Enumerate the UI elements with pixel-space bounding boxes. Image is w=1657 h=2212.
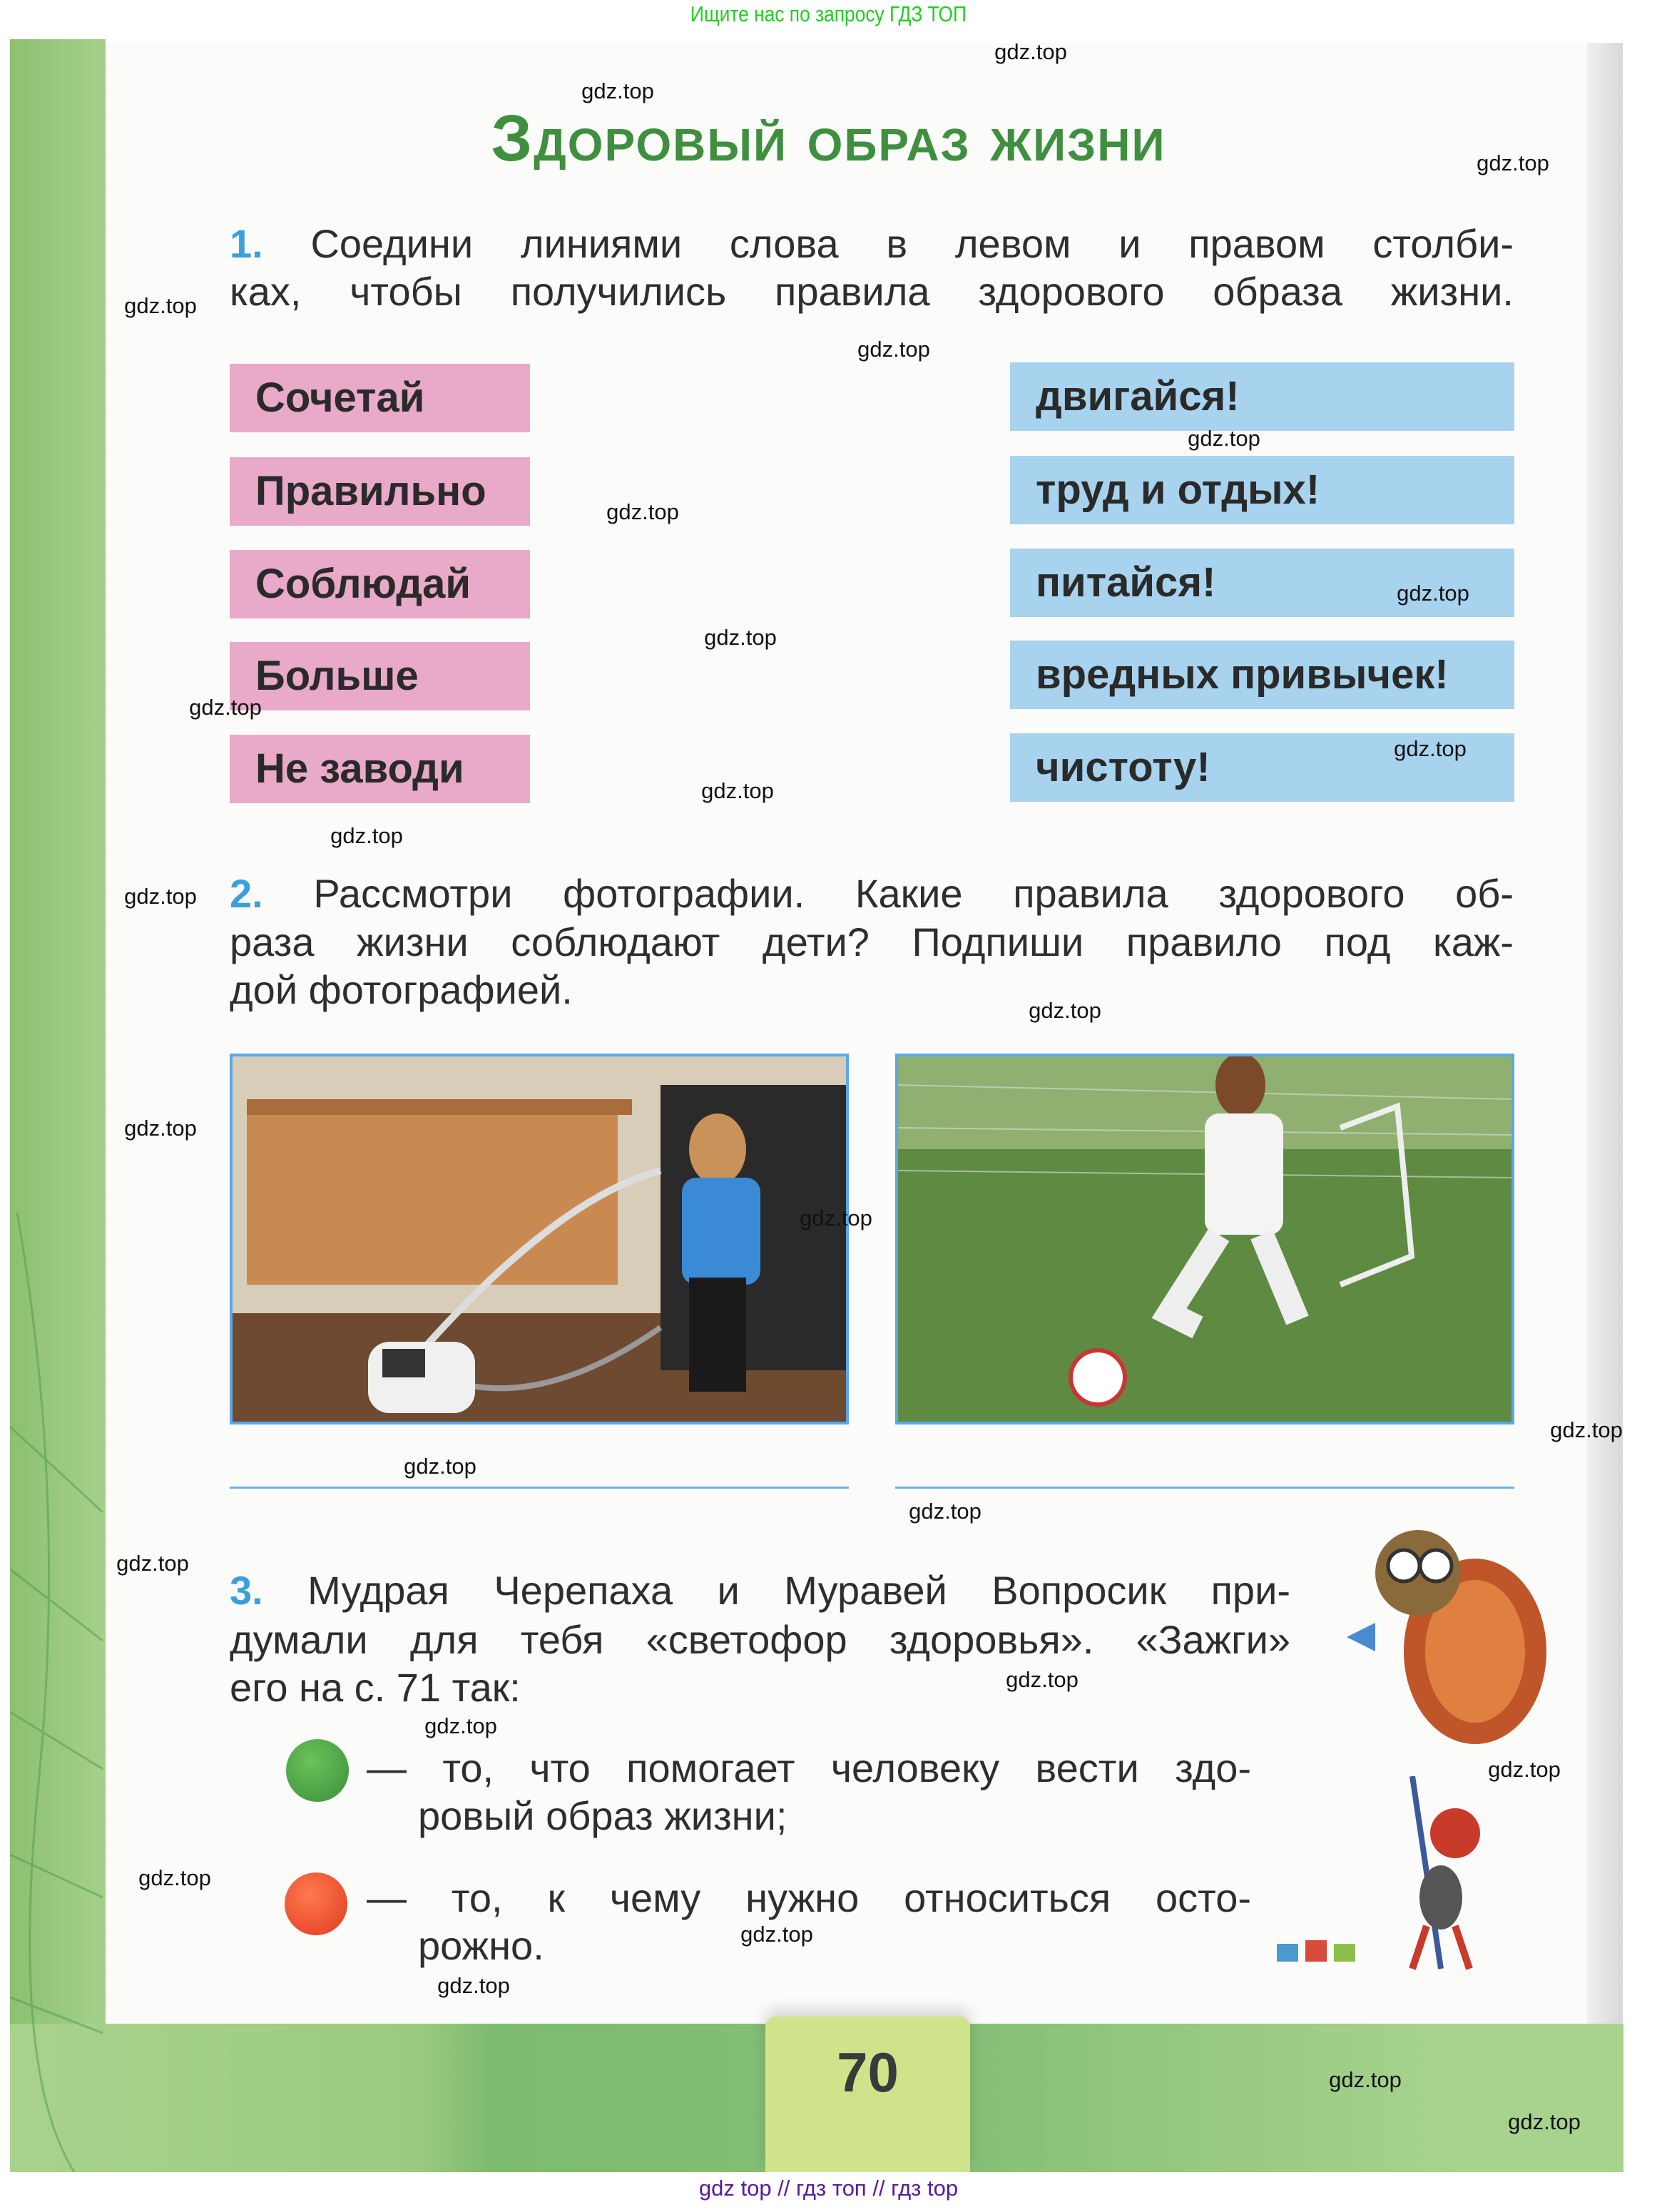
watermark: gdz.top	[740, 1922, 813, 1947]
right-word-label: чистоту!	[1036, 744, 1210, 790]
page-title-row	[0, 102, 1657, 175]
green-rule-line1: — то, что помогает человеку вести здо-	[367, 1745, 1251, 1790]
watermark: gdz.top	[124, 1116, 197, 1141]
task3-line2: думали для тебя «светофор здоровья». «Зажги»	[230, 1617, 1290, 1662]
red-light-icon	[285, 1872, 347, 1935]
task1-text: Соедини линиями слова в левом и правом столби-	[310, 221, 1514, 266]
right-word-label: питайся!	[1036, 559, 1216, 606]
task2-line3: дой фотографией.	[230, 967, 573, 1012]
answer-line-right[interactable]	[895, 1487, 1514, 1489]
watermark: gdz.top	[124, 293, 197, 318]
left-word-label: Сочетай	[255, 374, 425, 421]
watermark: gdz.top	[330, 823, 403, 848]
photo-vacuuming	[230, 1054, 849, 1424]
watermark: gdz.top	[1397, 581, 1469, 606]
answer-line-left[interactable]	[230, 1487, 849, 1489]
left-word-label: Правильно	[255, 468, 486, 514]
watermark: gdz.top	[606, 499, 679, 524]
left-word-label: Не заводи	[255, 745, 464, 792]
right-word-3[interactable]	[1010, 641, 1514, 709]
watermark: gdz.top	[1550, 1417, 1623, 1442]
task3-text: Мудрая Черепаха и Муравей Вопросик при-	[307, 1568, 1290, 1613]
watermark: gdz.top	[1488, 1757, 1561, 1782]
watermark: gdz.top	[424, 1713, 497, 1738]
left-word-1[interactable]	[230, 457, 530, 526]
watermark: gdz.top	[857, 337, 930, 362]
watermark: gdz.top	[704, 625, 777, 650]
leaf-decoration	[10, 1213, 106, 2172]
watermark: gdz.top	[1188, 426, 1260, 451]
watermark: gdz.top	[994, 39, 1067, 64]
left-word-0[interactable]	[230, 364, 530, 432]
task1-line2: ках, чтобы получились правила здорового образа жизни.	[230, 269, 1514, 314]
right-word-label: труд и отдых!	[1036, 467, 1320, 513]
left-word-label: Больше	[255, 653, 419, 699]
right-word-label: вредных привычек!	[1036, 651, 1449, 698]
watermark: gdz.top	[138, 1865, 211, 1890]
search-banner[interactable]: Ищите нас по запросу ГДЗ ТОП	[690, 1, 967, 26]
task2-line1	[230, 870, 1514, 918]
green-rule-line2: ровый образ жизни;	[418, 1793, 787, 1838]
turtle-icon	[1332, 1516, 1554, 1751]
task3-number: 3.	[230, 1568, 263, 1613]
green-light-icon	[286, 1739, 349, 1802]
task1-line1	[230, 220, 1514, 268]
left-word-label: Соблюдай	[255, 561, 471, 607]
red-rule-line1: — то, к чему нужно относиться осто-	[367, 1875, 1251, 1920]
left-word-4[interactable]	[230, 735, 530, 803]
left-word-2[interactable]	[230, 550, 530, 618]
page-edge	[1587, 43, 1623, 2168]
task2-text: Рассмотри фотографии. Какие правила здорового об-	[313, 871, 1514, 916]
right-word-label: двигайся!	[1036, 373, 1240, 419]
page-title: Здоровый образ жизни	[491, 102, 1166, 175]
watermark: gdz.top	[1508, 2109, 1581, 2134]
watermark: gdz.top	[124, 884, 197, 909]
photo-football	[895, 1054, 1514, 1424]
watermark: gdz.top	[437, 1973, 510, 1998]
watermark: gdz.top	[1029, 998, 1101, 1023]
watermark: gdz.top	[1329, 2067, 1402, 2092]
bottom-links[interactable]: gdz top // гдз топ // гдз top	[698, 2176, 959, 2201]
watermark: gdz.top	[404, 1454, 476, 1479]
watermark: gdz.top	[581, 78, 654, 103]
task3-line3: его на с. 71 так:	[230, 1665, 521, 1710]
watermark: gdz.top	[1394, 736, 1467, 761]
red-rule-line2: рожно.	[418, 1923, 544, 1968]
right-word-1[interactable]	[1010, 456, 1514, 524]
watermark: gdz.top	[116, 1551, 189, 1576]
left-word-3[interactable]	[230, 642, 530, 710]
page-number: 70	[837, 2041, 899, 2104]
watermark: gdz.top	[189, 695, 262, 720]
watermark: gdz.top	[800, 1206, 872, 1230]
ant-icon	[1263, 1776, 1519, 1976]
watermark: gdz.top	[909, 1499, 982, 1524]
watermark: gdz.top	[1477, 151, 1549, 175]
right-word-0[interactable]	[1010, 362, 1514, 431]
task2-number: 2.	[230, 871, 263, 916]
watermark: gdz.top	[701, 778, 774, 803]
task2-line2: раза жизни соблюдают дети? Подпиши правило под каж-	[230, 919, 1514, 964]
task1-number: 1.	[230, 221, 263, 266]
watermark: gdz.top	[1006, 1667, 1079, 1692]
task3-line1	[230, 1566, 1290, 1615]
